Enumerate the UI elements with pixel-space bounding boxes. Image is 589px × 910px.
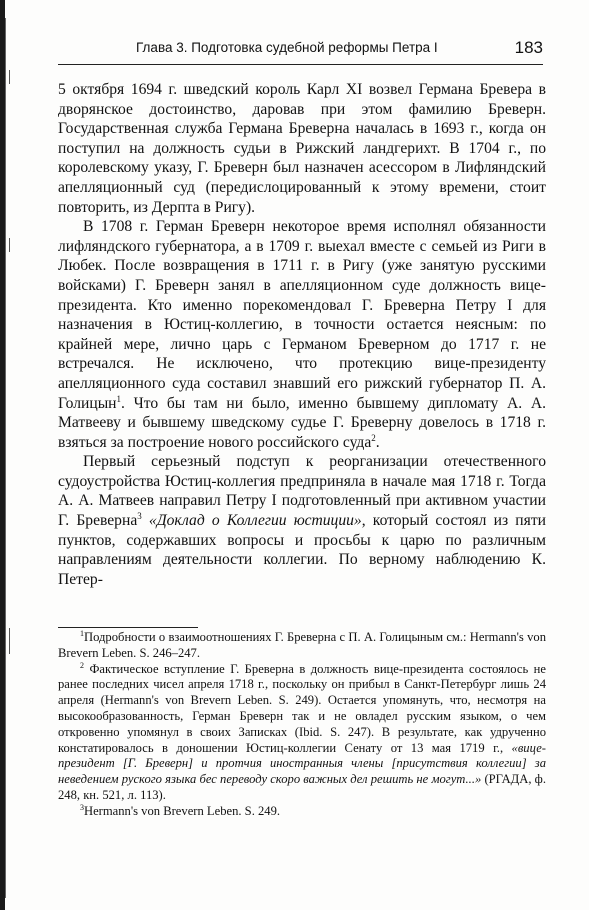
text-run: , который состоял из пяти пунктов, содержавших вопросы и просьбы к царю по различным направлениям деятельности коллегии. По верному наблюдению К. Петер- [58,512,546,588]
footnote-ref: 3 [80,802,84,812]
footnote-ref: 2 [371,432,376,443]
text-run: В 1708 г. Герман Бреверн некоторое время исполнял обязанности лифляндского губернатора, а в 1709 г. выехал вместе с семьей из Риги в Любек. После возвращения в 1711 г. в Ригу (уже занятую русскими войсками) Г. Бреверн занял в апелляционном суде должность вице-президента. Кто именно порекомендовал Г. Бреверна Петру I для назначения в Юстиц-коллегию, в точности остается неясным: по крайней мере, лично царь с Германом Бреверном до 1717 г. не встречался. Не исключено, что протекцию вице-президенту апелляционного суда составил знавший его рижский губернатор П. А. Голицын [58,218,546,412]
chapter-title: Глава 3. Подготовка судебной реформы Петра I [136,40,438,55]
paragraph [58,452,546,589]
italic-quote: «Доклад о Коллегии юстиции» [148,512,362,530]
text-run [142,512,149,529]
footnote-ref: 3 [137,510,142,521]
paragraph [58,217,546,452]
footnotes [58,630,546,820]
text-run: (РГАДА, ф. 248, кн. 521, л. 113). [58,772,546,802]
footnote-ref: 1 [116,393,122,404]
text-run: . Что бы там ни было, именно бывшему дипломату А. А. Матвееву и бывшему шведскому судье Г. Бреверну довелось в 1718 г. взяться за построение нового российского суда [58,394,546,451]
text-run: Первый серьезный подступ к реорганизации отечественного судоустройства Юстиц-коллегия предприняла в начале мая 1718 г. Тогда А. А. Матвеев направил Петру I подготовленный при активном участии Г. Бреверна [58,453,546,530]
scan-mark [9,238,10,252]
footnote [58,662,546,804]
italic-quote: «вице-президент [Г. Бреверн] и протчия иностранныя члены [присутствия коллегии] за неведением руского языка бес переводу скоро важных дел решить не могут...» [58,740,546,787]
main-text [58,80,546,589]
text-run: Подробности о взаимоотношениях Г. Бреверна с П. А. Голицыным см.: Hermann's von Brevern Leben. S. 246–247. [58,630,546,660]
header-rule [58,64,543,65]
scan-inner-edge [5,18,6,898]
text-run: Hermann's von Brevern Leben. S. 249. [84,803,281,818]
paragraph [58,80,546,217]
footnote [58,804,546,820]
page-number: 183 [514,38,543,57]
scan-mark [9,70,10,84]
running-header [58,38,543,62]
footnote-rule [58,627,198,628]
text-run: 5 октября 1694 г. шведский король Карл XI возвел Германа Бревера в дворянское достоинство, даровав при этом фамилию Бреверн. Государственная служба Германа Бреверна началась в 1693 г., когда он поступил на должность судьи в Рижский ландгерихт. В 1704 г., по королевскому указу, Г. Бреверн был назначен асессором в Лифляндский апелляционный суд (передислоцированный к этому времени, стоит повторить, из Дерпта в Ригу). [58,81,546,216]
footnote-ref: 1 [80,628,84,638]
text-run: . [375,433,380,451]
footnote [58,630,546,662]
footnote-ref: 2 [80,660,84,670]
scan-mark [9,640,10,654]
text-run: Фактическое вступление Г. Бреверна в должность вице-президента состоялось не ранее последних чисел апреля 1718 г., поскольку он прибыл в Санкт-Петербург лишь 24 апреля (Hermann's von Brevern Leben. S. 249). Остается упомянуть, что, несмотря на высокообразованность, Герман Бреверн так и не овладел русским языком, о чем откровенно упомянул в своих Записках (Ibid. S. 247). В результате, как удрученно констатировалось в доношении Юстиц-коллегии Сенату от 13 мая 1719 г., [58,661,546,755]
